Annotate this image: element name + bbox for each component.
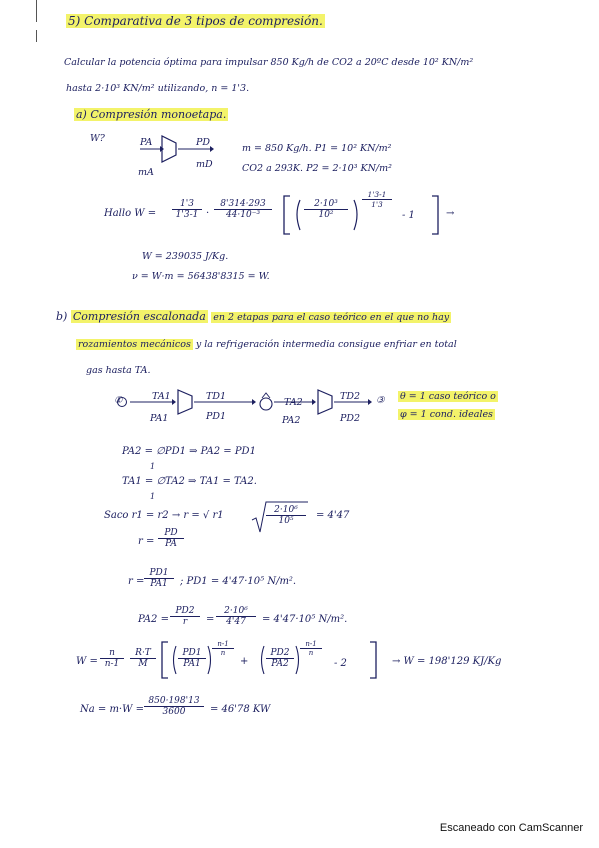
note-ideal: φ = 1 cond. ideales bbox=[400, 409, 493, 420]
problem-statement-line-1: Calcular la potencia óptima para impulsar 850 Kg/h de CO2 a 20ºC desde 10² KN/m² bbox=[64, 57, 474, 68]
diagram-b-pd2: PD2 bbox=[340, 413, 361, 424]
part-b-heading-line-1: b) Compresión escalonada en 2 etapas para el caso teórico en el que no hay bbox=[56, 310, 450, 323]
diagram-a-pa: PA bbox=[140, 137, 153, 148]
data-line-1: m = 850 Kg/h. P1 = 10² KN/m² bbox=[242, 143, 392, 154]
scanner-watermark: Escaneado con CamScanner bbox=[439, 822, 583, 834]
work-b-frac-2: $\frac{R\cdot T}{M}$ bbox=[130, 648, 156, 669]
pa2-fraction-2: $\frac{\text{2·10⁶}}{4'47}$ bbox=[216, 606, 256, 627]
power-result: = 46'78 KW bbox=[210, 704, 271, 715]
diagram-b-ta1: TA1 bbox=[152, 391, 171, 402]
work-b-lead: W = bbox=[76, 656, 98, 667]
work-b-frac-1: $\frac{n}{n-1}$ bbox=[100, 648, 124, 669]
result-work: W = 239035 J/Kg. bbox=[142, 251, 229, 262]
formula-a-frac-2: $\frac{8'314\cdot 293}{\text{44·10⁻³}}$ bbox=[214, 199, 272, 220]
margin-line bbox=[36, 30, 37, 42]
diagram-b-pa1: PA1 bbox=[150, 413, 169, 424]
pa2-result: = 4'47·10⁵ N/m². bbox=[262, 614, 348, 625]
formula-a-lead: Hallo W = bbox=[104, 208, 157, 219]
stage1-lead: r = bbox=[128, 576, 145, 587]
unknown-w: W? bbox=[90, 133, 105, 144]
diagram-a-md: mD bbox=[196, 159, 213, 170]
formula-a-exponent: $\frac{1'3-1}{1'3}$ bbox=[362, 190, 392, 209]
work-b-exponent-2: $\frac{n-1}{n}$ bbox=[300, 640, 322, 657]
ratio-value: = 4'47 bbox=[316, 510, 350, 521]
equation-temperature: TA1 = ∅TA2 ⇒ TA1 = TA2. bbox=[122, 476, 257, 487]
ratio-line: Saco r1 = r2 → r = √ r1 bbox=[104, 510, 224, 521]
diagram-b-td1: TD1 bbox=[206, 391, 226, 402]
diagram-b-node-1: ① bbox=[114, 395, 123, 406]
diagram-b-node-3: ③ bbox=[376, 395, 385, 406]
diagram-b-pd1: PD1 bbox=[206, 411, 227, 422]
diagram-a-ma: mA bbox=[138, 167, 154, 178]
formula-a-dot: · bbox=[206, 208, 210, 219]
data-line-2: CO2 a 293K. P2 = 2·10³ KN/m² bbox=[242, 163, 392, 174]
work-b-result: → W = 198'129 KJ/Kg bbox=[392, 656, 502, 667]
work-b-exponent-1: $\frac{n-1}{n}$ bbox=[212, 640, 234, 657]
sqrt-fraction: $\frac{\text{2·10⁶}}{\text{10⁵}}$ bbox=[266, 505, 306, 526]
part-b-heading-line-3: gas hasta TA. bbox=[86, 365, 151, 376]
diagram-a-pd: PD bbox=[196, 137, 211, 148]
equation-temperature-mark: 1 bbox=[150, 492, 156, 501]
diagram-b-ta2: TA2 bbox=[284, 397, 303, 408]
pa2-equals: = bbox=[206, 614, 215, 625]
result-power: ν = W·m = 56438'8315 = W. bbox=[132, 271, 270, 282]
work-b-stage1-ratio: $\frac{PD1}{PA1}$ bbox=[178, 648, 206, 669]
formula-a-arrow: → bbox=[446, 208, 455, 219]
power-fraction: $\frac{850\cdot 198'13}{3600}$ bbox=[144, 696, 204, 717]
part-b-heading-line-2: rozamientos mecánicos y la refrigeración intermedia consigue enfriar en total bbox=[78, 339, 457, 350]
equation-pressure: PA2 = ∅PD1 ⇒ PA2 = PD1 bbox=[122, 446, 256, 457]
formula-a-frac-1: $\frac{1'3}{1'3-1}$ bbox=[172, 199, 202, 220]
part-a-heading: a) Compresión monoetapa. bbox=[76, 108, 227, 121]
work-b-plus: + bbox=[240, 656, 249, 667]
margin-line bbox=[36, 0, 37, 22]
problem-statement-line-2: hasta 2·10³ KN/m² utilizando, n = 1'3. bbox=[66, 83, 250, 94]
diagram-b-td2: TD2 bbox=[340, 391, 360, 402]
formula-a-pressure-ratio: $\frac{\text{2·10³}}{\text{10²}}$ bbox=[304, 199, 348, 220]
work-b-minus-two: - 2 bbox=[334, 658, 347, 669]
ratio-def-fraction: $\frac{PD}{PA}$ bbox=[158, 528, 184, 549]
power-lead: Na = m·W = bbox=[80, 704, 144, 715]
diagram-b-pa2: PA2 bbox=[282, 415, 301, 426]
pa2-lead: PA2 = bbox=[138, 614, 169, 625]
note-theoretical: θ = 1 caso teórico o bbox=[400, 391, 496, 402]
equation-pressure-mark: 1 bbox=[150, 462, 156, 471]
exercise-title: 5) Comparativa de 3 tipos de compresión. bbox=[68, 14, 323, 28]
stage1-fraction: $\frac{PD1}{PA1}$ bbox=[144, 568, 174, 589]
pa2-fraction-1: $\frac{PD2}{r}$ bbox=[170, 606, 200, 627]
formula-a-minus-one: - 1 bbox=[402, 210, 415, 221]
work-b-stage2-ratio: $\frac{PD2}{PA2}$ bbox=[266, 648, 294, 669]
stage1-result: ; PD1 = 4'47·10⁵ N/m². bbox=[180, 576, 297, 587]
ratio-def-lead: r = bbox=[138, 536, 155, 547]
